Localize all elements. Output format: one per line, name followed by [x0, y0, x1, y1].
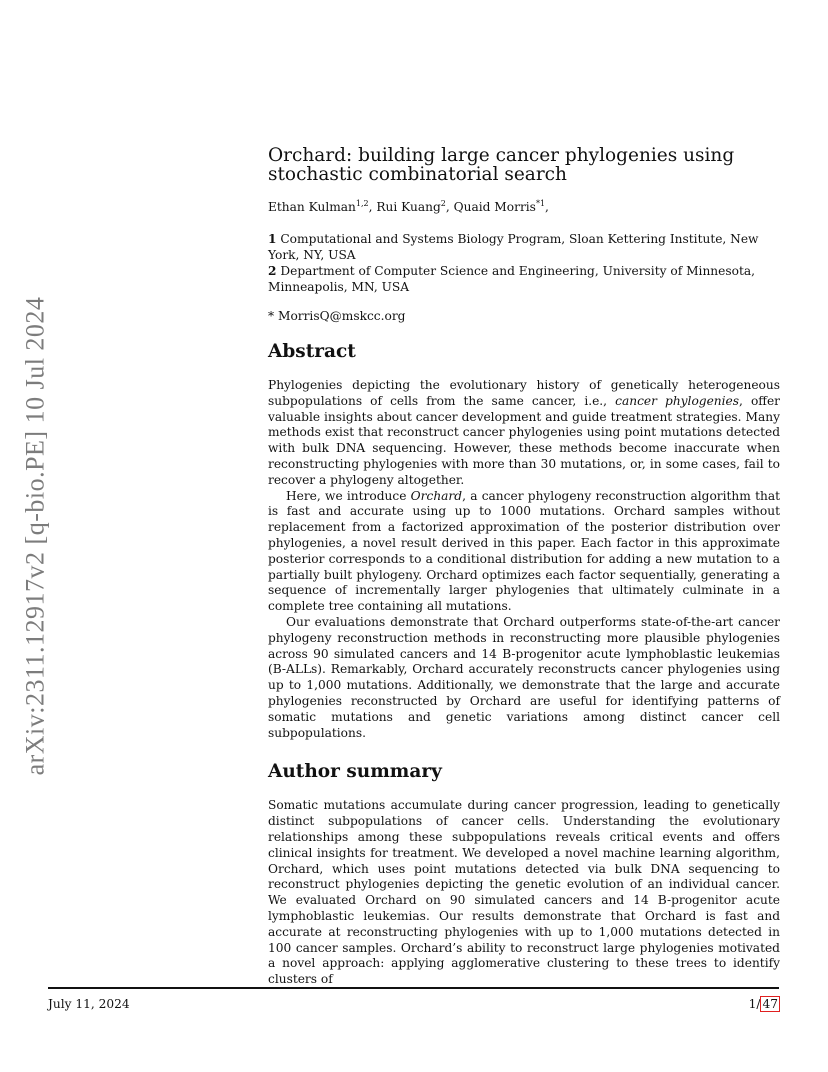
- author-list: [268, 200, 780, 214]
- paper-front-matter: [268, 146, 780, 988]
- author-name: Rui Kuang: [376, 200, 441, 214]
- author-summary-heading: Author summary: [268, 761, 442, 783]
- abstract-paragraph: Our evaluations demonstrate that Orchard outperforms state-of-the-art cancer phylogeny reconstruction methods in reconstructing more plausible phylogenies across 90 simulated cancers and 14 B-progenitor acute lymphoblastic leukemias (B-ALLs). Remarkably, Orchard accurately reconstructs cancer phylogenies using up to 1,000 mutations. Additionally, we demonstrate that the large and accurate phylogenies reconstructed by Orchard are useful for identifying patterns of somatic mutations and genetic variations among distinct cancer cell subpopulations.: [268, 614, 780, 740]
- author-name: Ethan Kulman: [268, 200, 356, 214]
- page-total-link[interactable]: 47: [762, 997, 778, 1011]
- author-summary-paragraph: Somatic mutations accumulate during cancer progression, leading to genetically distinct subpopulations of cancer cells. Understanding the evolutionary relationships among these subpopulations reveals critical events and offers clinical insights for treatment. We developed a novel machine learning algorithm, Orchard, which uses point mutations detected via bulk DNA sequencing to reconstruct phylogenies depicting the genetic evolution of an individual cancer. We evaluated Orchard on 90 simulated cancers and 14 B-progenitor acute lymphoblastic leukemias. Our results demonstrate that Orchard is fast and accurate at reconstructing phylogenies with up to 1,000 mutations detected in 100 cancer samples. Orchard’s ability to reconstruct large phylogenies motivated a novel approach: applying agglomerative clustering to these trees to identify clusters of: [268, 798, 780, 987]
- affiliation-text: Department of Computer Science and Engineering, University of Minnesota, Minneapolis, MN, USA: [268, 264, 755, 294]
- author-separator: ,: [368, 200, 377, 214]
- affiliation: [268, 231, 780, 263]
- footer-divider: [48, 987, 779, 989]
- arxiv-identifier-text: arXiv:2311.12917v2 [q-bio.PE] 10 Jul 2024: [20, 296, 49, 775]
- abstract-paragraph: [268, 378, 780, 489]
- author-affiliation-mark: 1,2: [355, 199, 369, 208]
- author-affiliation-mark: 2: [440, 199, 446, 208]
- footer-date: July 11, 2024: [48, 997, 130, 1011]
- page-number: [749, 997, 780, 1011]
- affiliation-number: 1: [268, 232, 277, 246]
- abstract-heading: Abstract: [268, 341, 356, 362]
- affiliation-number: 2: [268, 264, 277, 278]
- affiliation: [268, 263, 780, 295]
- abstract-emphasis: Orchard: [410, 488, 463, 503]
- abstract-text: Here, we introduce: [286, 488, 411, 503]
- abstract-text: , a cancer phylogeny reconstruction algorithm that is fast and accurate using up to 1000 mutations. Orchard samples without replacement from a factorized approximation of the posterior distribution over phylogenies, a novel result derived in this paper. Each factor in this approximate posterior corresponds to a conditional distribution for adding a new mutation to a partially built phylogeny. Orchard optimizes each factor sequentially, generating a sequence of incrementally larger phylogenies that ultimately culminate in a complete tree containing all mutations.: [268, 488, 780, 614]
- page-current: 1/: [748, 997, 761, 1011]
- author-separator: ,: [545, 200, 549, 214]
- abstract-text: Phylogenies depicting the evolutionary history of genetically heterogeneous subpopulations of cells from the same cancer, i.e.,: [268, 378, 780, 408]
- abstract-text: , offer valuable insights about cancer development and guide treatment strategies. Many methods exist that reconstruct cancer phylogenies using point mutations detected with bulk DNA sequencing. However, these methods become inaccurate when reconstructing phylogenies with more than 30 mutations, or, in some cases, fail to recover a phylogeny altogether.: [268, 393, 780, 487]
- abstract-paragraph: [268, 489, 780, 615]
- arxiv-identifier-stamp: [20, 288, 50, 783]
- abstract-emphasis: cancer phylogenies: [615, 393, 740, 408]
- paper-title: Orchard: building large cancer phylogenies using stochastic combinatorial search: [268, 145, 735, 185]
- author-affiliation-mark: *1: [535, 199, 546, 208]
- affiliation-text: Computational and Systems Biology Program, Sloan Kettering Institute, New York, NY, USA: [268, 232, 759, 262]
- corresponding-author-email: * MorrisQ@mskcc.org: [268, 309, 406, 323]
- author-name: Quaid Morris: [453, 200, 536, 214]
- author-separator: ,: [445, 200, 454, 214]
